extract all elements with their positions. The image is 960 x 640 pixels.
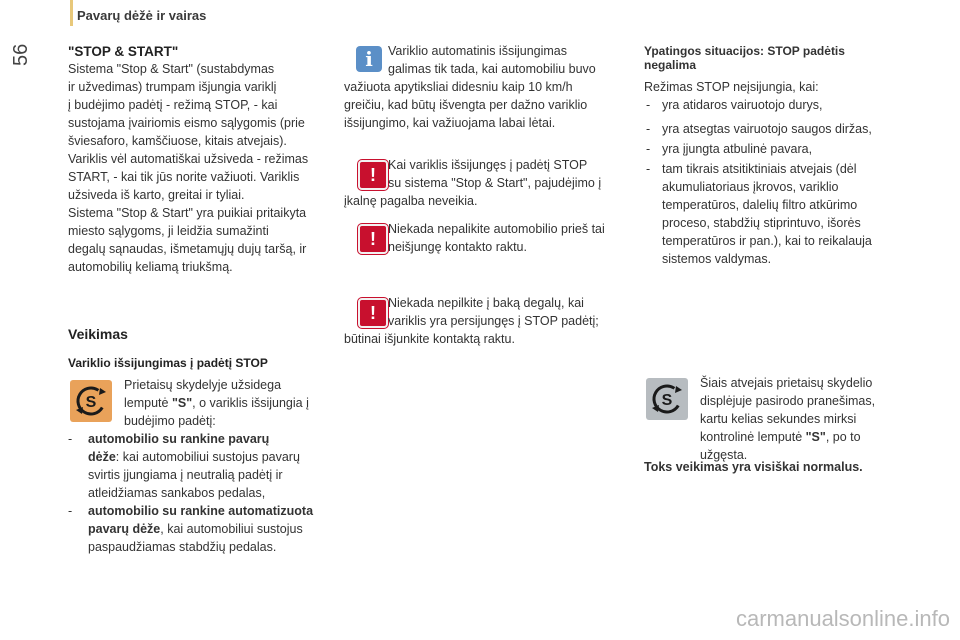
warning-icon: ! — [358, 160, 388, 190]
intro-line: Variklis vėl automatiškai užsiveda - režimas — [68, 152, 309, 166]
intro-line: degalų sąnaudas, išmetamųjų dujų taršą, ir — [68, 242, 307, 256]
info-line: išsijungimo, kai važiuojama labai lėtai. — [344, 116, 556, 130]
intro-line: START, - kai tik jūs norite važiuoti. Variklis — [68, 170, 300, 184]
stop-start-intro — [68, 60, 338, 276]
lamp-desc-text: kontrolinė lemputė — [700, 430, 806, 444]
lamp-description — [124, 376, 339, 430]
list-item-bold: automobilio su rankine pavarų — [88, 432, 270, 446]
list-item-text: , kai automobiliui sustojus — [160, 522, 303, 536]
warning-line: su sistema "Stop & Start", pajudėjimo į — [388, 176, 602, 190]
list-dash: - — [646, 98, 651, 112]
intro-line: į budėjimo padėtį - režimą STOP, - kai — [68, 98, 278, 112]
lamp-desc-line — [700, 428, 920, 446]
list-dash: - — [68, 432, 73, 446]
title-line: negalima — [644, 58, 697, 72]
intro-line: Sistema "Stop & Start" yra puikiai pritaikyta — [68, 206, 307, 220]
operation-title: Veikimas — [68, 326, 128, 342]
intro-line: sustojama įvairiomis eismo sąlygomis (prie — [68, 116, 305, 130]
list-dash: - — [646, 122, 651, 136]
lamp-s-letter: S — [661, 392, 673, 409]
flashing-lamp-description — [700, 374, 920, 464]
warning-line: įkalnę pagalba neveikia. — [344, 194, 478, 208]
list-item-reverse-gear: yra įjungta atbulinė pavara, — [662, 142, 813, 156]
list-item-manual-gearbox — [88, 430, 338, 502]
list-dash: - — [646, 142, 651, 156]
list-item-bold: automobilio su rankine automatizuota — [88, 504, 314, 518]
list-item-seatbelt: yra atsegtas vairuotojo saugos diržas, — [662, 122, 872, 136]
intro-line: Sistema "Stop & Start" (sustabdymas — [68, 62, 275, 76]
lamp-desc-line: kartu kelias sekundes mirksi — [700, 412, 857, 426]
list-dash: - — [646, 162, 651, 176]
warning-note-leave-car — [388, 220, 638, 256]
lamp-desc-line: displėjuje pasirodo pranešimas, — [700, 394, 876, 408]
special-situations-title — [644, 44, 904, 72]
lamp-s-letter: S — [85, 394, 97, 411]
list-item-text: proceso, stabdžių stiprintuvo, išorės — [662, 216, 861, 230]
stop-start-title: "STOP & START" — [68, 44, 179, 59]
lamp-s-label: "S" — [171, 396, 193, 410]
lamp-desc-line: Prietaisų skydelyje užsidega — [124, 378, 282, 392]
info-icon: i — [356, 46, 382, 72]
intro-line: šviesaforo, kamščiuose, kitais atvejais). — [68, 134, 287, 148]
lamp-desc-line — [124, 394, 339, 412]
stop-start-warning-lamp-icon — [70, 380, 112, 422]
list-item-random-cases — [662, 160, 912, 268]
info-line: galimas tik tada, kai automobiliu buvo — [388, 62, 596, 76]
lamp-desc-line: budėjimo padėtį: — [124, 414, 216, 428]
stop-start-flashing-lamp-icon — [646, 378, 688, 420]
list-item-door-open: yra atidaros vairuotojo durys, — [662, 98, 823, 112]
lamp-desc-line: Šiais atvejais prietaisų skydelio — [700, 376, 873, 390]
normal-operation-note: Toks veikimas yra visiškai normalus. — [644, 460, 863, 474]
warning-line: variklis yra persijungęs į STOP padėtį; — [388, 314, 599, 328]
warning-icon: ! — [358, 224, 388, 254]
intro-line: automobilių keliamą triukšmą. — [68, 260, 233, 274]
list-item-bold: pavarų dėže — [88, 522, 161, 536]
info-line: greičiu, kad būtų išvengta per dažno variklio — [344, 98, 588, 112]
list-item-text: svirtis įjungiama į neutralią padėtį ir — [88, 468, 283, 482]
info-line: važiuota apytiksliai didesniu kaip 10 km/h — [344, 80, 573, 94]
special-situations-intro: Režimas STOP neįsijungia, kai: — [644, 80, 819, 94]
lamp-desc-line: užgęsta. — [700, 448, 748, 462]
list-item-text: tam tikrais atsitiktiniais atvejais (dėl — [662, 162, 857, 176]
section-title: Pavarų dėžė ir vairas — [77, 8, 207, 23]
intro-line: užsiveda iš karto, greitai ir tyliai. — [68, 188, 245, 202]
lamp-s-label: "S" — [805, 430, 826, 444]
warning-note-refuel — [344, 294, 634, 348]
watermark: carmanualsonline.info — [735, 606, 950, 631]
list-item-text: atleidžiamas sankabos pedalas, — [88, 486, 266, 500]
warning-note-hill-assist — [344, 156, 634, 210]
warning-line: Niekada nepilkite į baką degalų, kai — [388, 296, 584, 310]
intro-line: ir užvedimas) trumpam išjungia variklį — [68, 80, 277, 94]
list-dash: - — [68, 504, 73, 518]
warning-line: būtinai išjunkite kontaktą raktu. — [344, 332, 515, 346]
lamp-desc-text: , po to — [825, 430, 861, 444]
warning-line: neišjungę kontakto raktu. — [388, 240, 527, 254]
warning-line: Niekada nepalikite automobilio prieš tai — [388, 222, 605, 236]
lamp-desc-text: lemputė — [124, 396, 172, 410]
header-accent-bar — [70, 0, 73, 26]
list-item-text: temperatūros ir pan.), kai to reikalauja — [662, 234, 872, 248]
info-line: Variklio automatinis išsijungimas — [388, 44, 568, 58]
list-item-automated-gearbox — [88, 502, 348, 556]
list-item-text: paspaudžiamas stabdžių pedalas. — [88, 540, 277, 554]
lamp-desc-text: , o variklis išsijungia į — [192, 396, 309, 410]
list-item-text: : kai automobiliui sustojus pavarų — [115, 450, 300, 464]
warning-line: Kai variklis išsijungęs į padėtį STOP — [388, 158, 588, 172]
info-note — [344, 42, 634, 132]
list-item-text: temperatūros, dalelių filtro atkūrimo — [662, 198, 858, 212]
stop-mode-subtitle: Variklio išsijungimas į padėtį STOP — [68, 356, 268, 370]
list-item-text: sistemos valdymas. — [662, 252, 772, 266]
intro-line: miesto sąlygoms, ji leidžia sumažinti — [68, 224, 269, 238]
title-line: Ypatingos situacijos: STOP padėtis — [644, 44, 845, 58]
warning-icon: ! — [358, 298, 388, 328]
list-item-text: akumuliatoriaus įkrovos, variklio — [662, 180, 839, 194]
page-number: 56 — [10, 43, 32, 66]
list-item-bold: dėže — [88, 450, 116, 464]
